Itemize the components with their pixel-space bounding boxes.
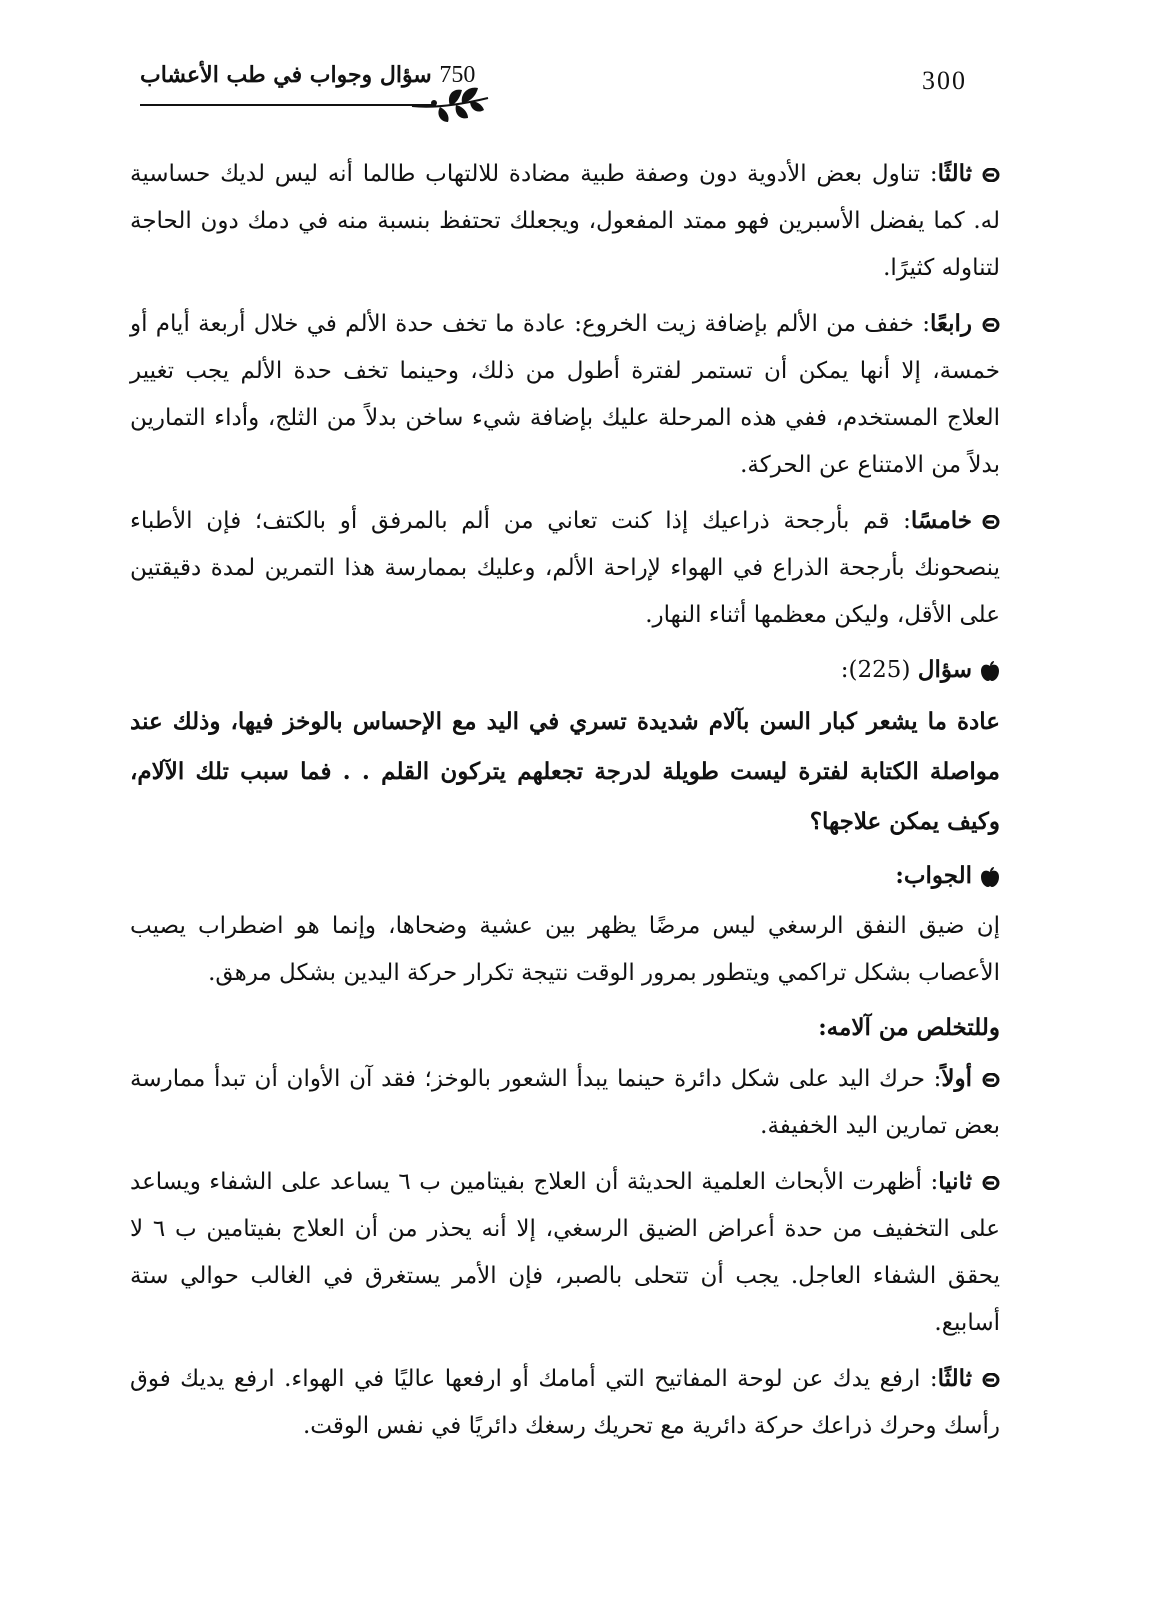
question-label: سؤال bbox=[917, 656, 972, 683]
paragraph-text: : تناول بعض الأدوية دون وصفة طبية مضادة للالتهاب طالما أنه ليس لديك حساسية له. كما يفضل الأسبرين فهو ممتد المفعول، ويجعلك تحتفظ بنسبة منه في دمك دون الحاجة لتناوله كثيرًا. bbox=[130, 161, 1000, 281]
circle-bullet-icon bbox=[982, 515, 1000, 529]
paragraph-text: : خفف من الألم بإضافة زيت الخروع: عادة ما تخف حدة الألم في خلال أربعة أيام أو خمسة، إلا أنها يمكن أن تستمر لفترة أطول من ذلك، وحينما تخف حدة الألم يجب تغيير العلاج المستخدم، ففي هذه المرحلة عليك بإضافة شيء ساخن بدلاً من الثلج، وأداء التمارين بدلاً من الامتناع عن الحركة. bbox=[130, 311, 1000, 478]
page-number: 300 bbox=[922, 66, 967, 95]
paragraph-lead: ثالثًا bbox=[937, 1365, 972, 1392]
question-number: (225): bbox=[840, 657, 911, 683]
paragraph-text: : قم بأرجحة ذراعيك إذا كنت تعاني من ألم بالمرفق أو بالكتف؛ فإن الأطباء ينصحونك بأرجحة الذراع في الهواء لإراحة الألم، وعليك بممارسة هذا التمرين لمدة دقيقتين على الأقل، وليكن معظمها أثناء النهار. bbox=[130, 508, 1000, 628]
paragraph-fourth bbox=[130, 300, 1000, 489]
paragraph-lead: خامسًا bbox=[910, 507, 972, 534]
leaf-branch-icon bbox=[410, 84, 490, 124]
answer-label: الجواب: bbox=[895, 862, 972, 889]
paragraph-third-b bbox=[130, 1355, 1000, 1450]
paragraph-fifth bbox=[130, 497, 1000, 639]
circle-bullet-icon bbox=[982, 1373, 1000, 1387]
answer-heading bbox=[130, 853, 1000, 899]
paragraph-first bbox=[130, 1055, 1000, 1150]
paragraph-lead: ثالثًا bbox=[937, 160, 972, 187]
paragraph-text: : أظهرت الأبحاث العلمية الحديثة أن العلاج بفيتامين ب ٦ يساعد على الشفاء ويساعد على التخفيف من حدة أعراض الضيق الرسغي، إلا أنه يحذر من أن العلاج بفيتامين ب ٦ لا يحقق الشفاء العاجل. يجب أن تتحلى بالصبر، فإن الأمر يستغرق في الغالب حوالي ستة أسابيع. bbox=[130, 1169, 1000, 1336]
circle-bullet-icon bbox=[982, 1176, 1000, 1190]
paragraph-lead: أولاً bbox=[941, 1065, 972, 1092]
book-title: سؤال وجواب في طب الأعشاب bbox=[140, 62, 432, 88]
question-text: عادة ما يشعر كبار السن بآلام شديدة تسري في اليد مع الإحساس بالوخز فيها، وذلك عند مواصلة الكتابة لفترة ليست طويلة لدرجة تجعلهم يتركون القلم . . فما سبب تلك الآلام، وكيف يمكن علاجها؟ bbox=[130, 708, 1000, 835]
book-number: 750 bbox=[439, 62, 476, 88]
header-rule bbox=[140, 104, 436, 106]
paragraph-lead: رابعًا bbox=[929, 310, 972, 337]
paragraph-lead: ثانيا bbox=[938, 1168, 972, 1195]
paragraph-third bbox=[130, 150, 1000, 292]
question-heading bbox=[130, 647, 1000, 693]
circle-bullet-icon bbox=[982, 1073, 1000, 1087]
circle-bullet-icon bbox=[982, 168, 1000, 182]
running-header bbox=[130, 62, 1020, 126]
paragraph-second bbox=[130, 1158, 1000, 1347]
paragraph-text: : حرك اليد على شكل دائرة حينما يبدأ الشعور بالوخز؛ فقد آن الأوان أن تبدأ ممارسة بعض تمارين اليد الخفيفة. bbox=[130, 1066, 1000, 1139]
page-body bbox=[130, 150, 1000, 1458]
answer-text: إن ضيق النفق الرسغي ليس مرضًا يظهر بين عشية وضحاها، وإنما هو اضطراب يصيب الأعصاب بشكل تراكمي ويتطور بمرور الوقت نتيجة تكرار حركة اليدين بشكل مرهق. bbox=[130, 913, 1000, 986]
apple-icon bbox=[980, 660, 1000, 682]
circle-bullet-icon bbox=[982, 318, 1000, 332]
subheading: وللتخلص من آلامه: bbox=[818, 1014, 1000, 1041]
paragraph-text: : ارفع يدك عن لوحة المفاتيح التي أمامك أو ارفعها عاليًا في الهواء. ارفع يديك فوق رأسك وحرك ذراعك حركة دائرية مع تحريك رسغك دائريًا في نفس الوقت. bbox=[130, 1366, 1000, 1439]
apple-icon bbox=[980, 866, 1000, 888]
